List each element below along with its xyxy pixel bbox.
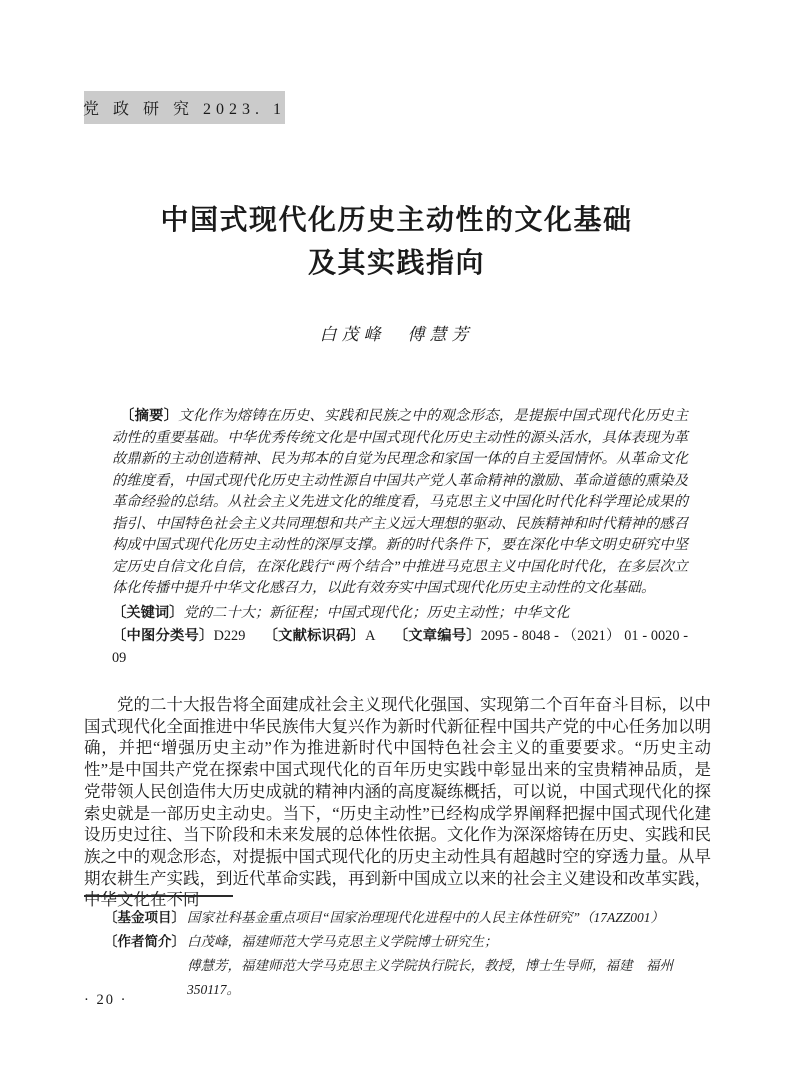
keywords-text: 党的二十大；新征程；中国式现代化；历史主动性；中华文化 — [183, 604, 570, 621]
journal-header-box — [84, 91, 285, 124]
article-authors: 白茂峰 傅慧芳 — [319, 325, 474, 344]
fund-text: 国家社科基金重点项目“国家治理现代化进程中的人民主体性研究”（17AZZ001） — [187, 910, 665, 925]
bio-label: 〔作者简介〕 — [104, 934, 185, 949]
article-title-line2: 及其实践指向 — [307, 247, 485, 278]
keywords-label: 〔关键词〕 — [112, 604, 184, 621]
abstract-paragraph — [112, 406, 688, 600]
classification-line — [112, 626, 688, 669]
article-title-line1: 中国式现代化历史主动性的文化基础 — [160, 204, 633, 235]
body-text-block — [84, 694, 711, 911]
doc-code-label: 〔文献标识码〕 — [263, 628, 366, 644]
doc-code-value: A — [365, 628, 376, 644]
bio-line2: 傅慧芳，福建师范大学马克思主义学院执行院长，教授，博士生导师，福建 福州 — [187, 958, 673, 973]
clc-value: D229 — [213, 628, 246, 644]
article-title — [0, 198, 793, 284]
clc-label: 〔中图分类号〕 — [112, 628, 214, 644]
footnote-divider — [84, 895, 233, 897]
journal-header-text: 党 政 研 究 2023. 1 — [83, 101, 287, 118]
article-id-value: 2095 - 8048 - （2021） 01 - 0020 - 09 — [112, 628, 689, 666]
keywords-line — [112, 603, 688, 625]
body-paragraph: 党的二十大报告将全面建成社会主义现代化强国、实现第二个百年奋斗目标，以中国式现代化全面推进中华民族伟大复兴作为新时代新征程中国共产党的中心任务加以明确，并把“增强历史主动”作为推进新时代中国特色社会主义的重要要求。“历史主动性”是中国共产党在探索中国式现代化的百年历史实践中彰显出来的宝贵精神品质，是党带领人民创造伟大历史成就的精神内涵的高度凝练概括，可以说，中国式现代化的探索史就是一部历史主动史。当下，“历史主动性”已经构成学界阐释把握中国式现代化建设历史过往、当下阶段和未来发展的总体性依据。文化作为深深熔铸在历史、实践和民族之中的观念形态，对提振中国式现代化的历史主动性具有超越时空的穿透力量。从早期农耕生产实践，到近代革命实践，再到新中国成立以来的社会主义建设和改革实践，中华文化在不同 — [84, 695, 711, 910]
abstract-label: 〔摘要〕 — [120, 408, 179, 424]
footnotes-block — [104, 906, 710, 1002]
abstract-text: 文化作为熔铸在历史、实践和民族之中的观念形态，是提振中国式现代化历史主动性的重要基础。中华优秀传统文化是中国式现代化历史主动性的源头活水，具体表现为革故鼎新的主动创造精神、民为邦本的自觉为民理念和家国一体的自主爱国情怀。从革命文化的维度看，中国式现代化历史主动性源自中国共产党人革命精神的激励、革命道德的熏染及革命经验的总结。从社会主义先进文化的维度看，马克思主义中国化时代化科学理论成果的指引、中国特色社会主义共同理想和共产主义远大理想的驱动、民族精神和时代精神的感召构成中国式现代化历史主动性的深厚支撑。新的时代条件下，要在深化中华文明史研究中坚定历史自信文化自信，在深化践行“两个结合”中推进马克思主义中国化时代化，在多层次立体化传播中提升中华文化感召力，以此有效夯实中国式现代化历史主动性的文化基础。 — [112, 408, 689, 596]
article-id-label: 〔文章编号〕 — [393, 628, 481, 644]
fund-project-row — [104, 906, 710, 930]
author-bio-row — [104, 930, 710, 1002]
bio-line3: 350117。 — [187, 982, 240, 997]
fund-label: 〔基金项目〕 — [104, 910, 185, 925]
bio-content — [187, 930, 710, 1002]
bio-line1: 白茂峰，福建师范大学马克思主义学院博士研究生； — [187, 934, 498, 949]
article-meta-block — [112, 406, 688, 669]
page-number: · 20 · — [84, 992, 128, 1008]
